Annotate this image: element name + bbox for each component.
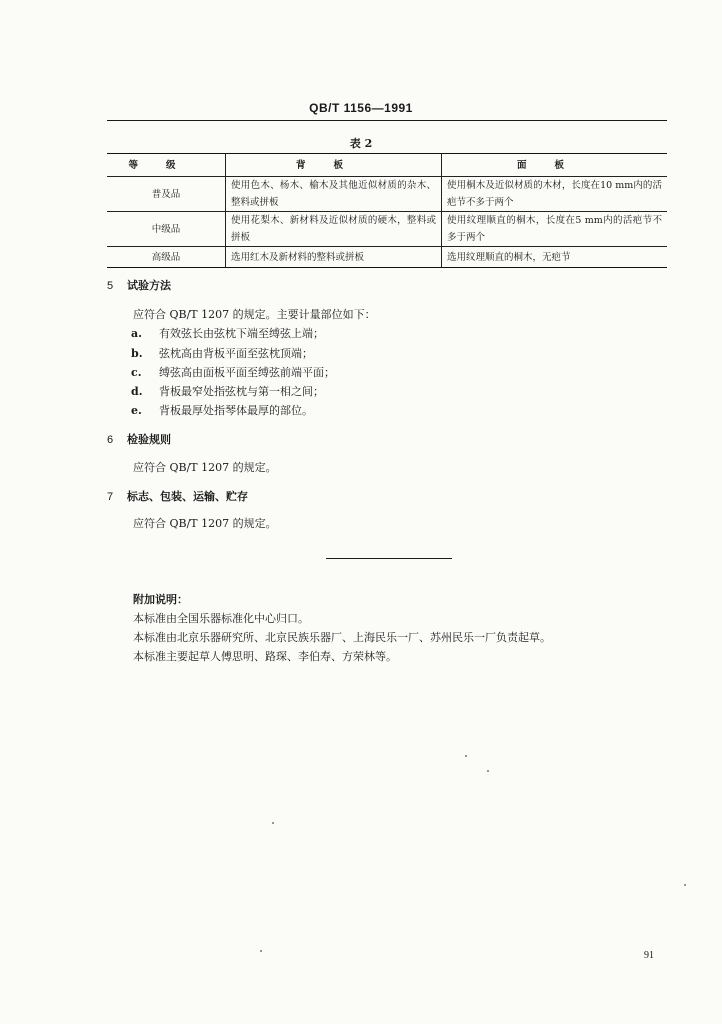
note-line: 本标准由北京乐器研究所、北京民族乐器厂、上海民乐一厂、苏州民乐一厂负责起草。 bbox=[133, 631, 551, 644]
face-board-cell: 选用纹理顺直的桐木，无疤节 bbox=[442, 247, 668, 268]
section-title: 标志、包装、运输、贮存 bbox=[127, 490, 248, 503]
table-header-row bbox=[107, 154, 667, 177]
scan-speck bbox=[487, 770, 489, 772]
scan-speck bbox=[684, 884, 686, 886]
list-text: 弦枕高由背板平面至弦枕顶端； bbox=[159, 347, 313, 360]
scan-speck bbox=[272, 822, 274, 824]
page-number: 91 bbox=[644, 950, 654, 961]
section-number: 6 bbox=[107, 434, 114, 446]
list-marker: a. bbox=[131, 327, 142, 340]
section-5-heading bbox=[107, 277, 171, 293]
list-marker: b. bbox=[131, 347, 143, 360]
list-text: 背板最厚处指琴体最厚的部位。 bbox=[159, 404, 313, 417]
section-5-intro: 应符合 QB/T 1207 的规定。主要计量部位如下： bbox=[133, 308, 376, 321]
back-board-cell: 使用色木、杨木、榆木及其他近似材质的杂木、整料或拼板 bbox=[226, 177, 442, 212]
column-header-face-board: 面板 bbox=[442, 154, 668, 177]
scan-speck bbox=[465, 755, 467, 757]
standard-code-header: QB/T 1156—1991 bbox=[309, 101, 413, 115]
column-header-grade: 等级 bbox=[107, 154, 226, 177]
list-marker: e. bbox=[131, 404, 142, 417]
scan-speck bbox=[260, 950, 262, 952]
list-text: 背板最窄处指弦枕与第一相之间； bbox=[159, 385, 324, 398]
note-line: 本标准主要起草人傅思明、路琛、李伯寿、方荣林等。 bbox=[133, 650, 397, 663]
table-row bbox=[107, 247, 667, 268]
end-of-text-rule bbox=[326, 558, 452, 559]
section-title: 试验方法 bbox=[127, 279, 171, 292]
section-7-text: 应符合 QB/T 1207 的规定。 bbox=[133, 517, 277, 530]
list-marker: d. bbox=[131, 385, 143, 398]
grade-cell: 中级品 bbox=[107, 212, 226, 247]
table-row bbox=[107, 212, 667, 247]
back-board-cell: 选用红木及新材料的整料或拼板 bbox=[226, 247, 442, 268]
table-caption: 表 2 bbox=[349, 137, 373, 150]
section-number: 5 bbox=[107, 280, 114, 292]
list-item bbox=[131, 402, 313, 418]
grade-cell: 高级品 bbox=[107, 247, 226, 268]
note-line: 本标准由全国乐器标准化中心归口。 bbox=[133, 612, 309, 625]
list-marker: c. bbox=[131, 366, 142, 379]
list-item bbox=[131, 325, 324, 341]
back-board-cell: 使用花梨木、新材料及近似材质的硬木，整料或拼板 bbox=[226, 212, 442, 247]
section-number: 7 bbox=[107, 491, 114, 503]
list-item bbox=[131, 345, 313, 361]
list-text: 缚弦高由面板平面至缚弦前端平面； bbox=[159, 366, 335, 379]
grade-cell: 普及品 bbox=[107, 177, 226, 212]
header-rule bbox=[107, 120, 667, 121]
column-header-back-board: 背板 bbox=[226, 154, 442, 177]
grade-material-table bbox=[107, 153, 667, 268]
face-board-cell: 使用纹理顺直的桐木，长度在5 mm内的活疤节不多于两个 bbox=[442, 212, 668, 247]
section-7-heading bbox=[107, 488, 248, 504]
section-6-text: 应符合 QB/T 1207 的规定。 bbox=[133, 461, 277, 474]
list-text: 有效弦长由弦枕下端至缚弦上端； bbox=[159, 327, 324, 340]
list-item bbox=[131, 383, 324, 399]
notes-title: 附加说明： bbox=[133, 593, 188, 606]
face-board-cell: 使用桐木及近似材质的木材，长度在10 mm内的活疤节不多于两个 bbox=[442, 177, 668, 212]
list-item bbox=[131, 364, 335, 380]
section-title: 检验规则 bbox=[127, 433, 171, 446]
section-6-heading bbox=[107, 431, 171, 447]
table-row bbox=[107, 177, 667, 212]
